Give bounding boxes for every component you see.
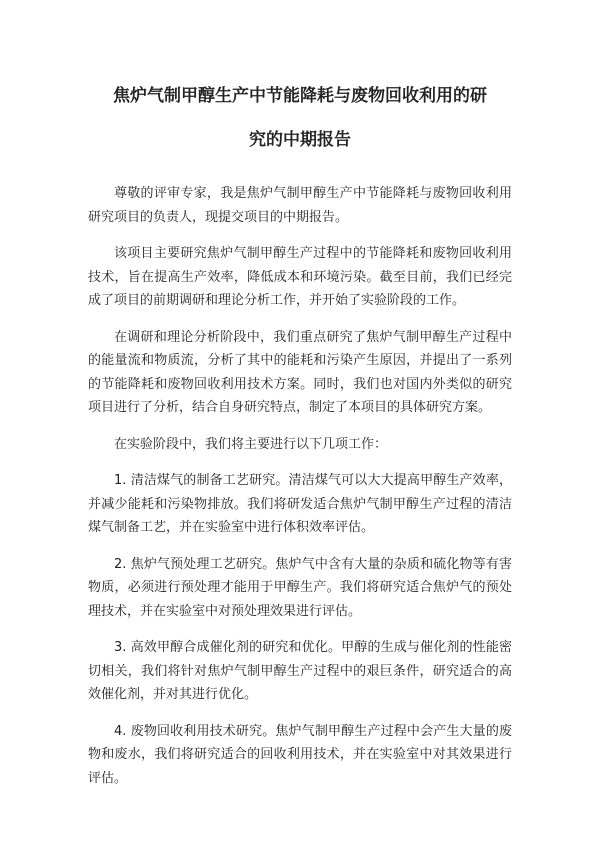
paragraph-item-4: 4. 废物回收利用技术研究。焦炉气制甲醇生产过程中会产生大量的废物和废水，我们将研究适合的回收利用技术，并在实验室中对其效果进行评估。 [88, 723, 512, 786]
document-title-line-1: 焦炉气制甲醇生产中节能降耗与废物回收利用的研 [113, 86, 487, 106]
paragraph-greeting: 尊敬的评审专家，我是焦炉气制甲醇生产中节能降耗与废物回收利用研究项目的负责人，现提交项目的中期报告。 [88, 186, 512, 225]
paragraph-item-2: 2. 焦炉气预处理工艺研究。焦炉气中含有大量的杂质和硫化物等有害物质，必须进行预处理才能用于甲醇生产。我们将研究适合焦炉气的预处理技术，并在实验室中对预处理效果进行评估。 [88, 556, 512, 619]
document-body [88, 182, 512, 803]
paragraph-project-overview: 该项目主要研究焦炉气制甲醇生产过程中的节能降耗和废物回收利用技术，旨在提高生产效率，降低成本和环境污染。截至目前，我们已经完成了项目的前期调研和理论分析工作，并开始了实验阶段的工作。 [88, 246, 512, 308]
paragraph-research-analysis: 在调研和理论分析阶段中，我们重点研究了焦炉气制甲醇生产过程中的能量流和物质流，分析了其中的能耗和污染产生原因，并提出了一系列的节能降耗和废物回收利用技术方案。同时，我们也对国内外类似的研究项目进行了分析，结合自身研究特点，制定了本项目的具体研究方案。 [88, 329, 512, 415]
paragraph-item-1: 1. 清洁煤气的制备工艺研究。清洁煤气可以大大提高甲醇生产效率，并减少能耗和污染物排放。我们将研发适合焦炉气制甲醇生产过程的清洁煤气制备工艺，并在实验室中进行体积效率评估。 [88, 473, 512, 535]
document-title-line-2: 究的中期报告 [249, 130, 351, 150]
paragraph-experiment-intro: 在实验阶段中，我们将主要进行以下几项工作： [114, 436, 388, 452]
paragraph-item-3: 3. 高效甲醇合成催化剂的研究和优化。甲醇的生成与催化剂的性能密切相关，我们将针对焦炉气制甲醇生产过程中的艰巨条件，研究适合的高效催化剂，并对其进行优化。 [88, 640, 512, 702]
